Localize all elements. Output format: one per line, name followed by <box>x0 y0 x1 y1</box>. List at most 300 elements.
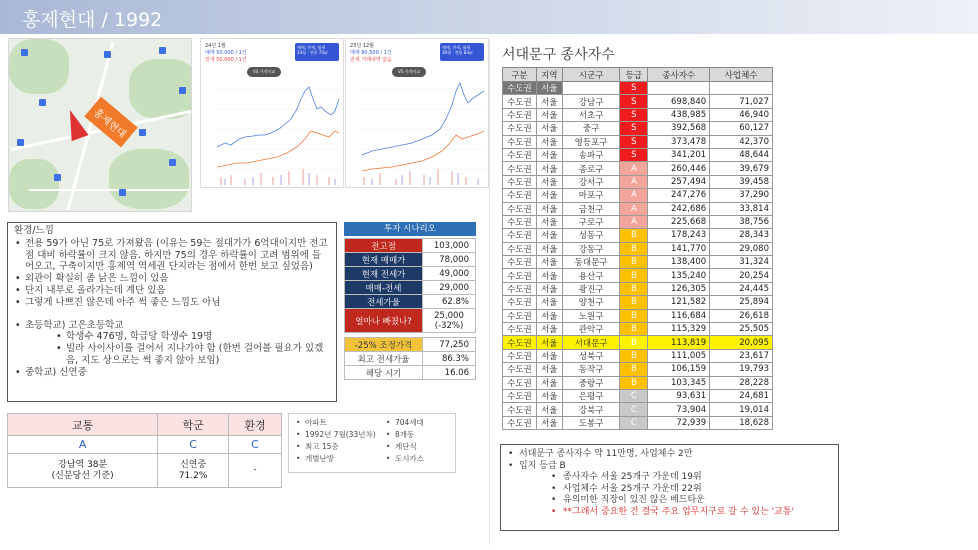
city-cell: 서울 <box>536 309 562 322</box>
scenario-row <box>345 281 476 295</box>
workers-cell: 373,478 <box>648 135 710 148</box>
employee-row <box>503 416 773 429</box>
region-group-cell: 수도권 <box>503 242 537 255</box>
city-cell: 서울 <box>536 82 562 95</box>
region-group-cell: 수도권 <box>503 309 537 322</box>
school-item: • 중학교) 신연중 <box>14 367 330 379</box>
region-group-cell: 수도권 <box>503 296 537 309</box>
scenario-table-2 <box>344 337 476 380</box>
grade-detail-row <box>8 454 282 488</box>
region-group-cell: 수도권 <box>503 403 537 416</box>
chart-header <box>205 43 247 64</box>
detail-line: (신분당선 기준) <box>51 470 114 481</box>
scenario-value: 77,250 <box>423 338 476 352</box>
info-column <box>385 417 424 465</box>
grade-cell: B <box>620 336 648 349</box>
workers-cell: 116,684 <box>648 309 710 322</box>
scenario-value: 78,000 <box>423 253 476 267</box>
scenario-value: 103,000 <box>423 239 476 253</box>
district-cell: 성동구 <box>562 229 620 242</box>
businesses-cell: 28,343 <box>710 229 773 242</box>
workers-cell: 73,904 <box>648 403 710 416</box>
workers-cell: 141,770 <box>648 242 710 255</box>
map-marker-icon[interactable] <box>119 189 126 196</box>
info-item: • 개별난방 <box>295 453 376 465</box>
scenario-label: 얼마나 빠졌나? <box>345 309 423 333</box>
workers-cell: 178,243 <box>648 229 710 242</box>
city-cell: 서울 <box>536 269 562 282</box>
grade-cell: A <box>620 215 648 228</box>
city-cell: 서울 <box>536 336 562 349</box>
environment-notes <box>7 222 337 402</box>
compare-button[interactable]: VS 가격비교 <box>392 67 426 77</box>
scenario-row <box>345 338 476 352</box>
grade-value: A <box>8 436 158 454</box>
scenario-row <box>345 253 476 267</box>
note-item: • 전용 59가 아닌 75로 가져왔음 (이유는 59는 절대가가 6억대이지만 전고점 대비 하락률이 크지 않음. 하지만 75의 경우 하락률이 고려 범위에 들어오고, 구축이지만 홍제역 역세권 단지라는 점에서 한번 보고 싶었음) <box>14 238 330 273</box>
school-sub-item: • 빌라 사이사이를 걸어서 지나가야 함 (한번 걸어볼 필요가 있겠음, 지도 상으로는 썩 좋지 않아 보임) <box>14 343 330 367</box>
info-item: • 8개동 <box>385 429 424 441</box>
employee-section-title: 서대문구 종사자수 <box>502 47 615 63</box>
summary-sub-item: • 사업체수 서울 25개구 가운데 22위 <box>507 484 832 496</box>
workers-cell: 225,668 <box>648 215 710 228</box>
city-cell: 서울 <box>536 389 562 402</box>
summary-sub-item: • 유의미한 직장이 있진 않은 베드타운 <box>507 495 832 507</box>
scenario-label: 전세가율 <box>345 295 423 309</box>
grade-cell: S <box>620 122 648 135</box>
chart-filter-type: 매매, 전세, 월세 <box>442 45 471 50</box>
complex-info <box>288 413 456 473</box>
employee-row <box>503 336 773 349</box>
district-cell: 영등포구 <box>562 135 620 148</box>
region-group-cell: 수도권 <box>503 363 537 376</box>
employee-row <box>503 229 773 242</box>
district-cell: 서대문구 <box>562 336 620 349</box>
grade-cell: A <box>620 202 648 215</box>
grade-cell: B <box>620 229 648 242</box>
businesses-cell: 31,324 <box>710 256 773 269</box>
employee-row <box>503 95 773 108</box>
grade-cell: S <box>620 82 648 95</box>
map-marker-icon[interactable] <box>139 129 146 136</box>
city-cell: 서울 <box>536 416 562 429</box>
district-cell: 마포구 <box>562 189 620 202</box>
employee-row <box>503 309 773 322</box>
city-cell: 서울 <box>536 229 562 242</box>
employee-row <box>503 282 773 295</box>
info-item: • 1992년 7월(33년차) <box>295 429 376 441</box>
businesses-cell: 25,505 <box>710 323 773 336</box>
complex-label: 홍제현대 <box>84 97 137 148</box>
map-park-area <box>109 149 189 209</box>
note-item: • 그렇게 나쁘진 않은데 아주 썩 좋은 느낌도 아님 <box>14 297 330 309</box>
businesses-cell: 26,618 <box>710 309 773 322</box>
map-marker-icon[interactable] <box>39 99 46 106</box>
column-header: 지역 <box>536 68 562 82</box>
chart-filter-box[interactable] <box>440 43 484 61</box>
businesses-cell: 37,290 <box>710 189 773 202</box>
scenario-label: 현재 매매가 <box>345 253 423 267</box>
employee-row <box>503 122 773 135</box>
region-group-cell: 수도권 <box>503 162 537 175</box>
employee-row <box>503 376 773 389</box>
chart-sale-price: 매매 50,000 / 1건 <box>205 50 247 56</box>
workers-cell: 260,446 <box>648 162 710 175</box>
info-item: • 아파트 <box>295 417 376 429</box>
employee-row <box>503 296 773 309</box>
workers-cell: 242,686 <box>648 202 710 215</box>
businesses-cell: 42,370 <box>710 135 773 148</box>
scenario-label: 전고점 <box>345 239 423 253</box>
workers-cell: 103,345 <box>648 376 710 389</box>
district-cell: 강북구 <box>562 403 620 416</box>
map-marker-icon[interactable] <box>17 139 24 146</box>
region-group-cell: 수도권 <box>503 202 537 215</box>
businesses-cell <box>710 82 773 95</box>
workers-cell: 111,005 <box>648 349 710 362</box>
city-cell: 서울 <box>536 363 562 376</box>
businesses-cell: 28,228 <box>710 376 773 389</box>
school-item: • 초등학교) 고은초등학교 <box>14 320 330 332</box>
employee-row <box>503 389 773 402</box>
region-group-cell: 수도권 <box>503 148 537 161</box>
district-cell: 강남구 <box>562 95 620 108</box>
grade-detail <box>158 454 229 488</box>
city-cell: 서울 <box>536 95 562 108</box>
map-marker-icon[interactable] <box>54 174 61 181</box>
scenario-table <box>344 238 476 333</box>
scenario-label: 매매-전세 <box>345 281 423 295</box>
employee-row <box>503 148 773 161</box>
businesses-cell: 24,681 <box>710 389 773 402</box>
scenario-row <box>345 267 476 281</box>
grade-value: C <box>158 436 229 454</box>
employee-row <box>503 202 773 215</box>
region-group-cell: 수도권 <box>503 336 537 349</box>
scenario-row <box>345 309 476 333</box>
city-cell: 서울 <box>536 189 562 202</box>
chart-sale-price: 매매 80,500 / 1건 <box>350 50 392 56</box>
city-cell: 서울 <box>536 135 562 148</box>
map-marker-icon[interactable] <box>169 159 176 166</box>
district-cell: 성북구 <box>562 349 620 362</box>
businesses-cell: 19,793 <box>710 363 773 376</box>
region-group-cell: 수도권 <box>503 135 537 148</box>
map-marker-icon[interactable] <box>21 49 28 56</box>
district-cell: 중랑구 <box>562 376 620 389</box>
info-item: • 최고 15층 <box>295 441 376 453</box>
info-column <box>295 417 376 465</box>
city-cell: 서울 <box>536 323 562 336</box>
summary-item: • 입지 등급 B <box>507 461 832 473</box>
grade-cell: C <box>620 389 648 402</box>
workers-cell: 341,201 <box>648 148 710 161</box>
scenario-label: 최고 전세가율 <box>345 352 423 366</box>
drop-percent: (-32%) <box>434 320 464 331</box>
scenario-title: 투자 시나리오 <box>344 222 476 236</box>
map-park-area <box>9 39 69 94</box>
grade-header: 환경 <box>228 414 281 436</box>
region-group-cell: 수도권 <box>503 108 537 121</box>
employee-row <box>503 363 773 376</box>
grade-cell: B <box>620 363 648 376</box>
businesses-cell: 33,814 <box>710 202 773 215</box>
region-group-cell: 수도권 <box>503 282 537 295</box>
city-cell: 서울 <box>536 349 562 362</box>
region-group-cell: 수도권 <box>503 416 537 429</box>
chart-filter-size: 30평 · 전용 83㎡ <box>442 50 473 55</box>
grade-cell: B <box>620 349 648 362</box>
businesses-cell: 20,095 <box>710 336 773 349</box>
workers-cell <box>648 82 710 95</box>
detail-line: 신연중 <box>180 459 207 470</box>
summary-item: • 서대문구 종사자수 약 11만명, 사업체수 2만 <box>507 449 832 461</box>
workers-cell: 138,400 <box>648 256 710 269</box>
city-cell: 서울 <box>536 242 562 255</box>
scenario-value: 16.06 <box>423 366 476 380</box>
district-cell: 금천구 <box>562 202 620 215</box>
scenario-row <box>345 366 476 380</box>
scenario-row <box>345 295 476 309</box>
city-cell: 서울 <box>536 162 562 175</box>
grade-cell: A <box>620 175 648 188</box>
businesses-cell: 39,458 <box>710 175 773 188</box>
workers-cell: 698,840 <box>648 95 710 108</box>
businesses-cell: 48,644 <box>710 148 773 161</box>
businesses-cell: 39,679 <box>710 162 773 175</box>
scenario-value <box>423 309 476 333</box>
grade-cell: B <box>620 296 648 309</box>
businesses-cell: 60,127 <box>710 122 773 135</box>
employee-row <box>503 242 773 255</box>
detail-line: 71.2% <box>178 470 208 481</box>
district-cell: 노원구 <box>562 309 620 322</box>
employee-row <box>503 215 773 228</box>
chart-header <box>350 43 392 64</box>
workers-cell: 392,568 <box>648 122 710 135</box>
map-marker-icon[interactable] <box>159 47 166 54</box>
summary-sub-item: • 종사자수 서울 25개구 가운데 19위 <box>507 472 832 484</box>
map-park-area <box>9 159 59 209</box>
school-sub-item: • 학생수 476명, 학급당 학생수 19명 <box>14 331 330 343</box>
district-cell: 강동구 <box>562 242 620 255</box>
region-group-cell: 수도권 <box>503 376 537 389</box>
grade-detail <box>228 454 281 488</box>
grade-cell: B <box>620 309 648 322</box>
businesses-cell: 20,254 <box>710 269 773 282</box>
detail-line: 강남역 38분 <box>58 459 108 470</box>
businesses-cell: 38,756 <box>710 215 773 228</box>
grade-cell: S <box>620 148 648 161</box>
map-marker-icon[interactable] <box>104 51 111 58</box>
grade-value: C <box>228 436 281 454</box>
chart-date: 23년 12월 <box>350 43 374 49</box>
employee-header-row <box>503 68 773 82</box>
district-cell <box>562 82 620 95</box>
info-item: • 계단식 <box>385 441 424 453</box>
note-item: • 외관이 확실히 좀 낡은 느낌이 있음 <box>14 273 330 285</box>
grade-detail <box>8 454 158 488</box>
region-group-cell: 수도권 <box>503 82 537 95</box>
info-item: • 도시가스 <box>385 453 424 465</box>
column-header: 종사자수 <box>648 68 710 82</box>
grade-cell: B <box>620 376 648 389</box>
region-group-cell: 수도권 <box>503 175 537 188</box>
compare-button[interactable]: VS 가격비교 <box>247 67 281 77</box>
price-chart-2[interactable] <box>345 38 489 188</box>
employee-row <box>503 403 773 416</box>
scenario-row <box>345 352 476 366</box>
city-cell: 서울 <box>536 175 562 188</box>
region-group-cell: 수도권 <box>503 389 537 402</box>
businesses-cell: 23,617 <box>710 349 773 362</box>
district-cell: 용산구 <box>562 269 620 282</box>
city-cell: 서울 <box>536 215 562 228</box>
scenario-value: 62.8% <box>423 295 476 309</box>
workers-cell: 257,494 <box>648 175 710 188</box>
workers-cell: 247,276 <box>648 189 710 202</box>
businesses-cell: 19,014 <box>710 403 773 416</box>
grade-cell: S <box>620 95 648 108</box>
grade-cell: C <box>620 416 648 429</box>
region-group-cell: 수도권 <box>503 349 537 362</box>
district-cell: 송파구 <box>562 148 620 161</box>
column-header: 구분 <box>503 68 537 82</box>
workers-cell: 93,631 <box>648 389 710 402</box>
grade-cell: B <box>620 323 648 336</box>
workers-cell: 135,240 <box>648 269 710 282</box>
price-chart-1[interactable] <box>200 38 344 188</box>
grade-cell: S <box>620 108 648 121</box>
city-cell: 서울 <box>536 122 562 135</box>
businesses-cell: 25,894 <box>710 296 773 309</box>
grade-cell: A <box>620 162 648 175</box>
district-cell: 양천구 <box>562 296 620 309</box>
workers-cell: 126,305 <box>648 282 710 295</box>
scenario-row <box>345 239 476 253</box>
chart-filter-type: 매매, 전세, 월세 <box>297 45 326 50</box>
location-map[interactable] <box>8 38 192 212</box>
map-road <box>29 189 189 191</box>
chart-jeonse-price: 전세 50,000 / 1건 <box>205 57 247 63</box>
grade-cell: A <box>620 189 648 202</box>
header-bar <box>0 0 978 34</box>
district-cell: 동대문구 <box>562 256 620 269</box>
businesses-cell: 71,027 <box>710 95 773 108</box>
workers-cell: 106,159 <box>648 363 710 376</box>
district-cell: 도봉구 <box>562 416 620 429</box>
city-cell: 서울 <box>536 296 562 309</box>
grade-cell: B <box>620 269 648 282</box>
region-group-cell: 수도권 <box>503 189 537 202</box>
employee-row <box>503 82 773 95</box>
workers-cell: 438,985 <box>648 108 710 121</box>
chart-filter-box[interactable] <box>295 43 339 61</box>
employee-row <box>503 189 773 202</box>
employee-row <box>503 269 773 282</box>
employee-table <box>502 67 773 430</box>
grade-cell: B <box>620 256 648 269</box>
investment-scenario <box>344 222 476 380</box>
district-cell: 서초구 <box>562 108 620 121</box>
employee-row <box>503 175 773 188</box>
info-item: • 704세대 <box>385 417 424 429</box>
city-cell: 서울 <box>536 256 562 269</box>
region-group-cell: 수도권 <box>503 323 537 336</box>
grade-cell: C <box>620 403 648 416</box>
grade-cell: B <box>620 282 648 295</box>
scenario-value: 86.3% <box>423 352 476 366</box>
district-cell: 은평구 <box>562 389 620 402</box>
district-cell: 중구 <box>562 122 620 135</box>
workers-cell: 121,582 <box>648 296 710 309</box>
city-cell: 서울 <box>536 202 562 215</box>
grade-cell: S <box>620 135 648 148</box>
businesses-cell: 29,080 <box>710 242 773 255</box>
detail-line: - <box>253 465 257 475</box>
district-cell: 광진구 <box>562 282 620 295</box>
chart-jeonse-price: 전세 거래내역 없음 <box>350 57 392 63</box>
scenario-label: -25% 조정가격 <box>345 338 423 352</box>
region-group-cell: 수도권 <box>503 122 537 135</box>
column-header: 등급 <box>620 68 648 82</box>
businesses-cell: 18,628 <box>710 416 773 429</box>
workers-cell: 72,939 <box>648 416 710 429</box>
scenario-value: 49,000 <box>423 267 476 281</box>
grade-header: 학군 <box>158 414 229 436</box>
employee-row <box>503 135 773 148</box>
district-cell: 구로구 <box>562 215 620 228</box>
column-header: 시군구 <box>562 68 620 82</box>
note-item: • 단지 내부로 올라가는데 계단 있음 <box>14 285 330 297</box>
location-grade-table <box>7 413 282 488</box>
scenario-label: 현재 전세가 <box>345 267 423 281</box>
grade-cell: B <box>620 242 648 255</box>
employee-summary <box>500 444 839 531</box>
city-cell: 서울 <box>536 108 562 121</box>
grade-header-row <box>8 414 282 436</box>
employee-row <box>503 162 773 175</box>
region-group-cell: 수도권 <box>503 229 537 242</box>
district-cell: 종로구 <box>562 162 620 175</box>
workers-cell: 115,329 <box>648 323 710 336</box>
region-group-cell: 수도권 <box>503 215 537 228</box>
chart-filter-size: 24평 · 전용 75㎡ <box>297 50 328 55</box>
city-cell: 서울 <box>536 282 562 295</box>
employee-row <box>503 108 773 121</box>
district-cell: 강서구 <box>562 175 620 188</box>
region-group-cell: 수도권 <box>503 256 537 269</box>
city-cell: 서울 <box>536 148 562 161</box>
scenario-value: 29,000 <box>423 281 476 295</box>
businesses-cell: 46,940 <box>710 108 773 121</box>
map-marker-icon[interactable] <box>179 87 186 94</box>
notes-heading: 환경/느낌 <box>14 225 54 236</box>
grade-header: 교통 <box>8 414 158 436</box>
scenario-label: 해당 시기 <box>345 366 423 380</box>
employee-row <box>503 256 773 269</box>
chart-date: 24년 1월 <box>205 43 226 49</box>
city-cell: 서울 <box>536 403 562 416</box>
district-cell: 관악구 <box>562 323 620 336</box>
drop-amount: 25,000 <box>434 310 464 321</box>
employee-row <box>503 323 773 336</box>
region-group-cell: 수도권 <box>503 269 537 282</box>
employee-row <box>503 349 773 362</box>
grade-value-row <box>8 436 282 454</box>
page-title: 홍제현대 / 1992 <box>22 9 163 31</box>
district-cell: 동작구 <box>562 363 620 376</box>
